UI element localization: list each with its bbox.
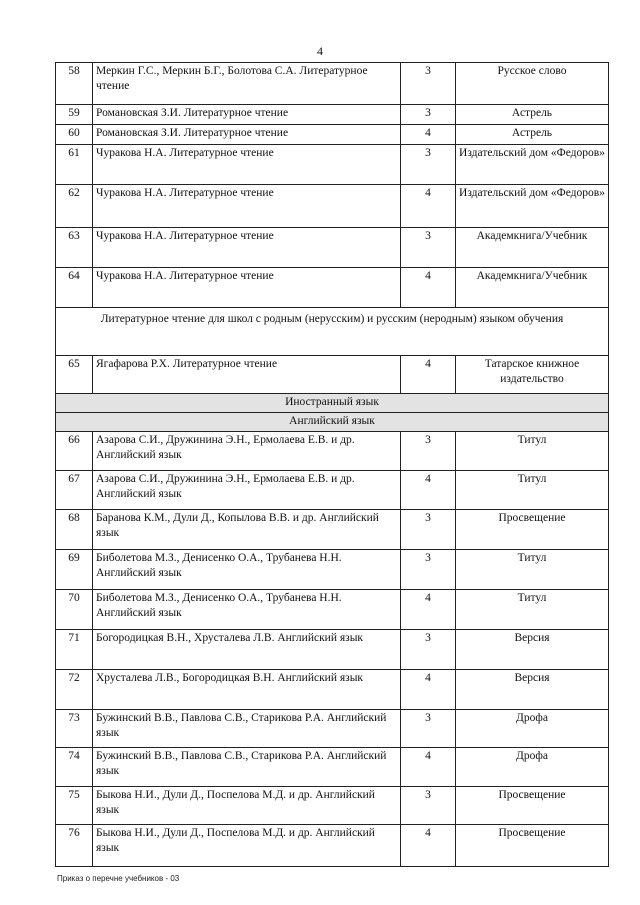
row-publisher: Русское слово [456, 63, 609, 105]
row-grade: 3 [401, 105, 456, 125]
row-author-title: Чуракова Н.А. Литературное чтение [93, 185, 401, 228]
table-row [56, 471, 609, 510]
table-row [56, 125, 609, 145]
row-author-title: Меркин Г.С., Меркин Б.Г., Болотова С.А. Литературное чтение [93, 63, 401, 105]
row-author-title: Быкова Н.И., Дули Д., Поспелова М.Д. и др. Английский язык [93, 825, 401, 867]
row-grade: 4 [401, 590, 456, 630]
row-grade: 3 [401, 228, 456, 268]
row-grade: 4 [401, 748, 456, 787]
row-publisher: Академкнига/Учебник [456, 228, 609, 268]
row-publisher: Версия [456, 630, 609, 670]
row-publisher: Просвещение [456, 510, 609, 550]
row-number: 60 [56, 125, 93, 145]
section-heading-row [56, 308, 609, 356]
row-author-title: Биболетова М.З., Денисенко О.А., Трубанева Н.Н. Английский язык [93, 550, 401, 590]
textbook-table [55, 62, 609, 867]
table-row [56, 432, 609, 471]
row-number: 64 [56, 268, 93, 308]
row-number: 59 [56, 105, 93, 125]
table-row [56, 228, 609, 268]
row-publisher: Просвещение [456, 787, 609, 825]
row-author-title: Азарова С.И., Дружинина Э.Н., Ермолаева Е.В. и др. Английский язык [93, 432, 401, 471]
row-number: 69 [56, 550, 93, 590]
row-publisher: Академкнига/Учебник [456, 268, 609, 308]
row-author-title: Биболетова М.З., Денисенко О.А., Трубанева Н.Н. Английский язык [93, 590, 401, 630]
table-row [56, 630, 609, 670]
row-author-title: Чуракова Н.А. Литературное чтение [93, 228, 401, 268]
table-row [56, 787, 609, 825]
row-publisher: Астрель [456, 105, 609, 125]
row-author-title: Чуракова Н.А. Литературное чтение [93, 268, 401, 308]
row-number: 68 [56, 510, 93, 550]
row-number: 73 [56, 710, 93, 748]
table-row [56, 710, 609, 748]
row-author-title: Чуракова Н.А. Литературное чтение [93, 145, 401, 185]
row-number: 61 [56, 145, 93, 185]
row-number: 70 [56, 590, 93, 630]
section-heading-row [56, 394, 609, 413]
row-number: 67 [56, 471, 93, 510]
section-heading-native-language: Литературное чтение для школ с родным (нерусским) и русским (неродным) языком обучения [56, 308, 609, 356]
row-grade: 4 [401, 268, 456, 308]
row-grade: 3 [401, 550, 456, 590]
row-grade: 4 [401, 825, 456, 867]
row-publisher: Издательский дом «Федоров» [456, 145, 609, 185]
row-grade: 4 [401, 356, 456, 394]
row-author-title: Богородицкая В.Н., Хрусталева Л.В. Английский язык [93, 630, 401, 670]
row-grade: 4 [401, 185, 456, 228]
row-grade: 3 [401, 710, 456, 748]
subsection-heading-english: Английский язык [56, 413, 609, 432]
row-number: 66 [56, 432, 93, 471]
row-publisher: Титул [456, 590, 609, 630]
row-publisher: Титул [456, 432, 609, 471]
row-author-title: Бужинский В.В., Павлова С.В., Старикова Р.А. Английский язык [93, 748, 401, 787]
table-row [56, 590, 609, 630]
row-number: 76 [56, 825, 93, 867]
row-number: 74 [56, 748, 93, 787]
row-grade: 4 [401, 670, 456, 710]
row-author-title: Бужинский В.В., Павлова С.В., Старикова Р.А. Английский язык [93, 710, 401, 748]
row-publisher: Издательский дом «Федоров» [456, 185, 609, 228]
table-row [56, 356, 609, 394]
row-author-title: Романовская З.И. Литературное чтение [93, 125, 401, 145]
row-grade: 4 [401, 471, 456, 510]
table-row [56, 510, 609, 550]
table-row [56, 748, 609, 787]
row-grade: 3 [401, 145, 456, 185]
row-number: 72 [56, 670, 93, 710]
row-number: 63 [56, 228, 93, 268]
row-publisher: Титул [456, 471, 609, 510]
row-grade: 3 [401, 510, 456, 550]
table-row [56, 825, 609, 867]
row-author-title: Ягафарова Р.Х. Литературное чтение [93, 356, 401, 394]
row-number: 62 [56, 185, 93, 228]
table-row [56, 145, 609, 185]
table-row [56, 105, 609, 125]
row-publisher: Татарское книжное издательство [456, 356, 609, 394]
table-row [56, 268, 609, 308]
table-row [56, 670, 609, 710]
row-publisher: Версия [456, 670, 609, 710]
row-number: 58 [56, 63, 93, 105]
section-heading-foreign-language: Иностранный язык [56, 394, 609, 413]
footer-note: Приказ о перечне учебников - 03 [57, 874, 180, 883]
table-row [56, 63, 609, 105]
row-number: 75 [56, 787, 93, 825]
table-row [56, 185, 609, 228]
row-author-title: Азарова С.И., Дружинина Э.Н., Ермолаева Е.В. и др. Английский язык [93, 471, 401, 510]
row-grade: 3 [401, 432, 456, 471]
row-number: 65 [56, 356, 93, 394]
row-grade: 4 [401, 125, 456, 145]
row-author-title: Романовская З.И. Литературное чтение [93, 105, 401, 125]
row-publisher: Дрофа [456, 710, 609, 748]
row-author-title: Хрусталева Л.В., Богородицкая В.Н. Английский язык [93, 670, 401, 710]
row-number: 71 [56, 630, 93, 670]
table-row [56, 550, 609, 590]
row-grade: 3 [401, 63, 456, 105]
row-grade: 3 [401, 787, 456, 825]
row-publisher: Астрель [456, 125, 609, 145]
row-publisher: Титул [456, 550, 609, 590]
row-grade: 3 [401, 630, 456, 670]
page-number: 4 [317, 44, 323, 58]
row-author-title: Быкова Н.И., Дули Д., Поспелова М.Д. и др. Английский язык [93, 787, 401, 825]
row-author-title: Баранова К.М., Дули Д., Копылова В.В. и др. Английский язык [93, 510, 401, 550]
row-publisher: Просвещение [456, 825, 609, 867]
subsection-heading-row [56, 413, 609, 432]
row-publisher: Дрофа [456, 748, 609, 787]
